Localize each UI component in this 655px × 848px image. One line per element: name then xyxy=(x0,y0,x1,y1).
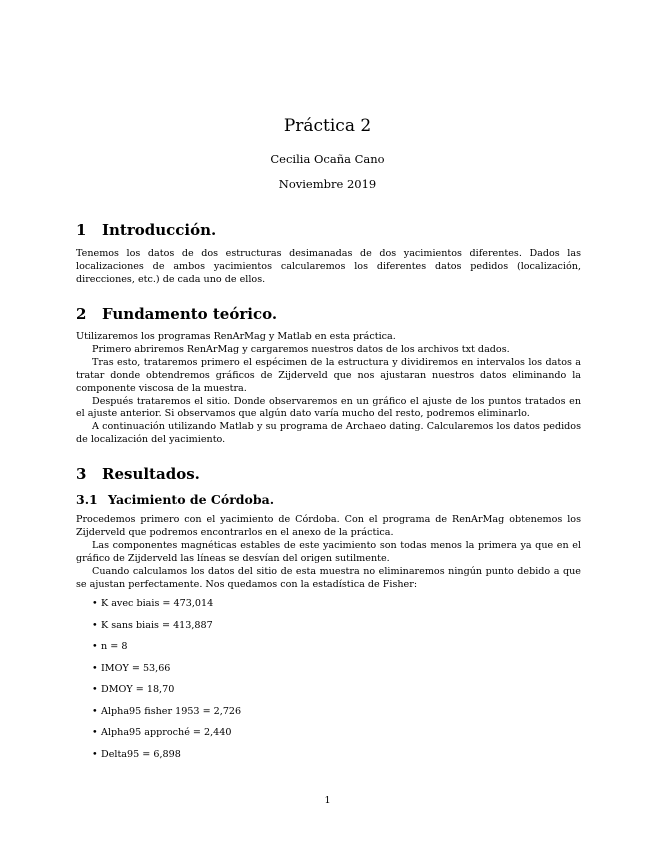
section-title: Fundamento teórico. xyxy=(102,305,278,323)
paragraph: Después trataremos el sitio. Donde observaremos en un gráfico el ajuste de los puntos tratados en el ajuste anterior. Si observamos que algún dato varía mucho del resto, podremos eliminarlo. xyxy=(76,395,581,420)
subsection-heading-cordoba xyxy=(76,492,274,507)
section-number: 3 xyxy=(76,465,87,483)
section-title: Resultados. xyxy=(102,465,200,483)
section-number: 2 xyxy=(76,305,87,323)
paragraph: Tenemos los datos de dos estructuras desimanadas de dos yacimientos diferentes. Dados las localizaciones de ambos yacimientos calcularemos los diferentes datos pedidos (localización, direcciones, etc.) de cada uno de ellos. xyxy=(76,248,581,285)
section-heading-introduccion xyxy=(76,221,216,239)
list-item: • IMOY = 53,66 xyxy=(92,663,241,685)
subsection-body-cordoba xyxy=(76,514,581,591)
list-item: • DMOY = 18,70 xyxy=(92,684,241,706)
subsection-number: 3.1 xyxy=(76,492,98,507)
section-heading-fundamento xyxy=(76,305,277,323)
list-item: • n = 8 xyxy=(92,641,241,663)
document-author: Cecilia Ocaña Cano xyxy=(270,152,385,166)
section-body-fundamento xyxy=(76,331,581,447)
document-date: Noviembre 2019 xyxy=(278,177,377,191)
document-title: Práctica 2 xyxy=(283,116,372,136)
section-heading-resultados xyxy=(76,465,200,483)
paragraph: Cuando calculamos los datos del sitio de esta muestra no eliminaremos ningún punto debido a que se ajustan perfectamente. Nos quedamos con la estadística de Fisher: xyxy=(76,565,581,590)
list-item: • Alpha95 approché = 2,440 xyxy=(92,727,241,749)
fisher-statistics-list xyxy=(92,598,241,770)
list-item: • Alpha95 fisher 1953 = 2,726 xyxy=(92,706,241,728)
subsection-title: Yacimiento de Córdoba. xyxy=(108,492,275,507)
paragraph: Tras esto, trataremos primero el espécimen de la estructura y dividiremos en intervalos los datos a tratar donde obtendremos gráficos de Zijderveld que nos ajustaran nuestros datos eliminando la componente viscosa de la muestra. xyxy=(76,356,581,394)
list-item: • Delta95 = 6,898 xyxy=(92,749,241,771)
paragraph: A continuación utilizando Matlab y su programa de Archaeo dating. Calcularemos los datos pedidos de localización del yacimiento. xyxy=(76,421,581,446)
paragraph: Procedemos primero con el yacimiento de Córdoba. Con el programa de RenArMag obtenemos los Zijderveld que podremos encontrarlos en el anexo de la práctica. xyxy=(76,514,581,538)
list-item: • K sans biais = 413,887 xyxy=(92,620,241,642)
paragraph: Utilizaremos los programas RenArMag y Matlab en esta práctica. xyxy=(76,331,396,342)
section-body-introduccion xyxy=(76,248,581,287)
section-number: 1 xyxy=(76,221,87,239)
paragraph: Primero abriremos RenArMag y cargaremos nuestros datos de los archivos txt dados. xyxy=(92,343,510,355)
section-title: Introducción. xyxy=(102,221,217,239)
page-number: 1 xyxy=(324,795,331,806)
paragraph: Las componentes magnéticas estables de este yacimiento son todas menos la primera ya que en el gráfico de Zijderveld las líneas se desvían del origen sutilmente. xyxy=(76,539,581,564)
list-item: • K avec biais = 473,014 xyxy=(92,598,241,620)
